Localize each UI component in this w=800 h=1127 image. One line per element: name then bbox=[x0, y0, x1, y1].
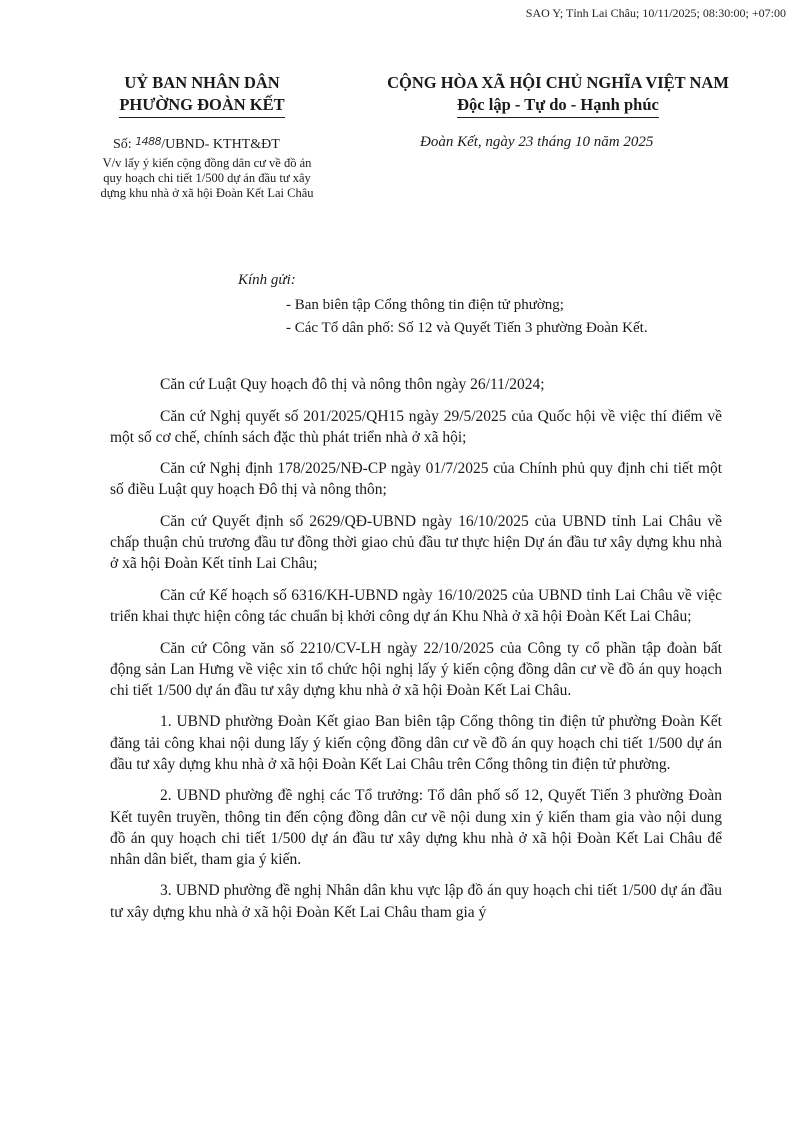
handwritten-number: 1488 bbox=[135, 135, 162, 148]
body-paragraph: Căn cứ Kế hoạch số 6316/KH-UBND ngày 16/10/2025 của UBND tỉnh Lai Châu về việc triển khai thực hiện công tác chuẩn bị khởi công dự án Khu Nhà ở xã hội Đoàn Kết Lai Châu; bbox=[110, 586, 722, 626]
body-paragraph: Căn cứ Luật Quy hoạch đô thị và nông thôn ngày 26/11/2024; bbox=[160, 376, 545, 393]
body-paragraph: Căn cứ Nghị định 178/2025/NĐ-CP ngày 01/7/2025 của Chính phủ quy định chi tiết một số điều Luật quy hoạch Đô thị và nông thôn; bbox=[110, 460, 722, 499]
body-paragraph: 3. UBND phường đề nghị Nhân dân khu vực lập đồ án quy hoạch chi tiết 1/500 dự án đầu tư xây dựng khu nhà ở xã hội Đoàn Kết Lai Châu tham gia ý bbox=[110, 882, 722, 921]
body-paragraph: Căn cứ Công văn số 2210/CV-LH ngày 22/10/2025 của Công ty cổ phần tập đoàn bất động sản Lan Hưng về việc xin tổ chức hội nghị lấy ý kiến cộng đồng dân cư về đồ án quy hoạch chi tiết 1/500 dự án đầu tư xây dựng khu nhà ở xã hội Đoàn Kết Lai Châu. bbox=[110, 639, 722, 699]
number-suffix: /UBND- KTHT&ĐT bbox=[161, 137, 280, 152]
recipient-item: - Các Tổ dân phố: Số 12 và Quyết Tiến 3 phường Đoàn Kết. bbox=[286, 320, 648, 336]
agency-line2: PHƯỜNG ĐOÀN KẾT bbox=[119, 94, 284, 118]
body-paragraph: Căn cứ Quyết định số 2629/QĐ-UBND ngày 16/10/2025 của UBND tỉnh Lai Châu về chấp thuận chủ trương đầu tư đồng thời giao chủ đầu tư thực hiện Dự án đầu tư xây dựng khu nhà ở xã hội Đoàn Kết tỉnh Lai Châu; bbox=[110, 512, 722, 573]
recipient-item: - Ban biên tập Cổng thông tin điện tử phường; bbox=[286, 297, 564, 313]
document-body bbox=[110, 374, 722, 933]
national-motto bbox=[348, 72, 768, 118]
greeting: Kính gửi: bbox=[238, 272, 296, 288]
digital-copy-stamp: SAO Y; Tỉnh Lai Châu; 10/11/2025; 08:30:00; +07:00 bbox=[525, 6, 786, 20]
nation-line2: Độc lập - Tự do - Hạnh phúc bbox=[457, 94, 659, 118]
issuing-agency bbox=[92, 72, 312, 118]
body-paragraph: 1. UBND phường Đoàn Kết giao Ban biên tập Cổng thông tin điện tử phường Đoàn Kết đăng tải công khai nội dung lấy ý kiến cộng đồng dân cư về đồ án quy hoạch chi tiết 1/500 dự án đầu tư xây dựng khu nhà ở xã hội Đoàn Kết Lai Châu trên Cổng thông tin điện tử phường. bbox=[110, 713, 722, 773]
document-number bbox=[113, 137, 280, 153]
number-prefix: Số: bbox=[113, 137, 132, 152]
nation-line1: CỘNG HÒA XÃ HỘI CHỦ NGHĨA VIỆT NAM bbox=[387, 73, 729, 92]
agency-line1: UỶ BAN NHÂN DÂN bbox=[124, 73, 280, 92]
body-paragraph: Căn cứ Nghị quyết số 201/2025/QH15 ngày 29/5/2025 của Quốc hội về việc thí điểm về một số cơ chế, chính sách đặc thù phát triển nhà ở xã hội; bbox=[110, 407, 722, 446]
body-paragraph: 2. UBND phường đề nghị các Tổ trưởng: Tổ dân phố số 12, Quyết Tiến 3 phường Đoàn Kết tuyên truyền, thông tin đến cộng đồng dân cư về nội dung xin ý kiến tham gia vào nội dung đồ án quy hoạch chi tiết 1/500 dự án đầu tư xây dựng khu nhà ở xã hội Đoàn Kết Lai Châu để nhân dân biết, tham gia ý kiến. bbox=[110, 787, 722, 868]
document-subject: V/v lấy ý kiến cộng đồng dân cư về đồ án quy hoạch chi tiết 1/500 dự án đầu tư xây dựng khu nhà ở xã hội Đoàn Kết Lai Châu bbox=[100, 156, 314, 200]
document-date: Đoàn Kết, ngày 23 tháng 10 năm 2025 bbox=[420, 134, 654, 150]
